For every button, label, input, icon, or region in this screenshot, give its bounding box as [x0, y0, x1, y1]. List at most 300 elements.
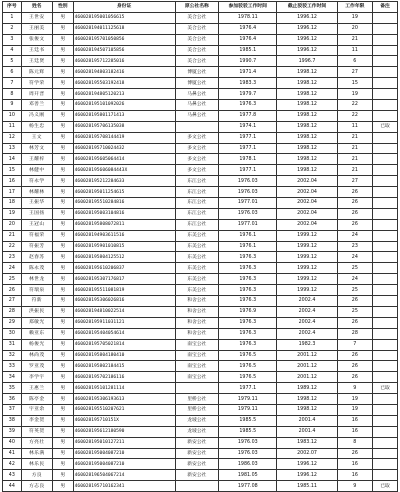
cell-commune: 东美公社: [175, 285, 219, 296]
cell-start-date: 1976.5: [219, 372, 277, 383]
table-row: [3, 219, 398, 230]
cell-start-date: 1976.3: [219, 285, 277, 296]
cell-index: 24: [3, 263, 22, 274]
cell-index: 5: [3, 56, 22, 67]
cell-index: 27: [3, 296, 22, 307]
cell-remarks: [372, 132, 397, 143]
cell-start-date: 1976.3: [219, 252, 277, 263]
cell-name: 符瑞泉: [21, 285, 52, 296]
cell-name: 杨俊光: [21, 339, 52, 350]
cell-remarks: [372, 23, 397, 34]
cell-years: 22: [337, 110, 372, 121]
table-row: [3, 296, 398, 307]
cell-end-date: 1999.12: [277, 274, 337, 285]
cell-end-date: 1998.12: [277, 89, 337, 100]
cell-gender: 男: [52, 34, 73, 45]
cell-start-date: 1985.5: [219, 415, 277, 426]
cell-start-date: 1986.03: [219, 459, 277, 470]
cell-years: 26: [337, 372, 372, 383]
cell-index: 10: [3, 110, 22, 121]
cell-gender: 男: [52, 198, 73, 209]
cell-index: 12: [3, 132, 22, 143]
cell-remarks: [372, 459, 397, 470]
cell-gender: 男: [52, 56, 73, 67]
cell-start-date: 1977.1: [219, 165, 277, 176]
cell-commune: 新安公社: [175, 437, 219, 448]
cell-id-number: 460028195706135038: [73, 121, 175, 132]
table-row: [3, 448, 398, 459]
cell-name: 张俊文: [21, 34, 52, 45]
cell-gender: 男: [52, 274, 73, 285]
cell-start-date: 1977.1: [219, 383, 277, 394]
table-row: [3, 470, 398, 481]
cell-start-date: 1976.3: [219, 100, 277, 111]
cell-years: 16: [337, 459, 372, 470]
cell-name: 陈亭金: [21, 394, 52, 405]
cell-commune: [175, 481, 219, 492]
cell-id-number: 460028195511081819: [73, 285, 175, 296]
cell-gender: 男: [52, 230, 73, 241]
cell-id-number: 460028195804180410: [73, 350, 175, 361]
cell-name: 符学荣: [21, 78, 52, 89]
cell-remarks: [372, 437, 397, 448]
cell-name: 王廷贤: [21, 56, 52, 67]
table-row: [3, 56, 398, 67]
cell-gender: 男: [52, 165, 73, 176]
cell-name: 陈元辉: [21, 67, 52, 78]
cell-end-date: 2002.4: [277, 317, 337, 328]
cell-id-number: 460028194903611516: [73, 230, 175, 241]
cell-start-date: 1979.7: [219, 89, 277, 100]
cell-remarks: [372, 34, 397, 45]
cell-index: 25: [3, 274, 22, 285]
cell-name: 方良: [21, 470, 52, 481]
cell-start-date: 1974.1: [219, 121, 277, 132]
cell-name: 罗亚茂: [21, 361, 52, 372]
cell-commune: 南宝公社: [175, 372, 219, 383]
cell-id-number: 460028195606084443X: [73, 165, 175, 176]
cell-years: 9: [337, 481, 372, 492]
cell-name: 林尚茂: [21, 350, 52, 361]
cell-id-number: 460028195712285016: [73, 56, 175, 67]
cell-commune: 东江公社: [175, 176, 219, 187]
cell-name: 林芳文: [21, 143, 52, 154]
cell-end-date: 2001.4: [277, 426, 337, 437]
cell-start-date: 1976.4: [219, 23, 277, 34]
cell-name: 宇亚余: [21, 404, 52, 415]
table-row: [3, 317, 398, 328]
cell-gender: 男: [52, 187, 73, 198]
cell-end-date: 1985.11: [277, 481, 337, 492]
cell-name: 符永学: [21, 176, 52, 187]
cell-index: 20: [3, 219, 22, 230]
cell-index: 28: [3, 306, 22, 317]
cell-commune: 里桥公社: [175, 404, 219, 415]
cell-remarks: [372, 470, 397, 481]
cell-name: 李学宇: [21, 372, 52, 383]
cell-gender: 男: [52, 361, 73, 372]
table-row: [3, 426, 398, 437]
cell-commune: 东江公社: [175, 208, 219, 219]
cell-gender: 男: [52, 208, 73, 219]
cell-commune: 马鼻公社: [175, 89, 219, 100]
cell-id-number: 460028195011254615: [73, 187, 175, 198]
cell-commune: 东美公社: [175, 241, 219, 252]
cell-years: 21: [337, 165, 372, 176]
cell-remarks: [372, 230, 397, 241]
cell-remarks: [372, 404, 397, 415]
cell-id-number: 460028195306026816: [73, 296, 175, 307]
table-row: [3, 285, 398, 296]
table-row: [3, 263, 398, 274]
cell-gender: 男: [52, 143, 73, 154]
cell-index: 22: [3, 241, 22, 252]
cell-id-number: 460028195808072811: [73, 219, 175, 230]
cell-commune: 和舍公社: [175, 306, 219, 317]
cell-start-date: 1977.01: [219, 219, 277, 230]
cell-remarks: [372, 350, 397, 361]
cell-start-date: 1990.7: [219, 56, 277, 67]
cell-commune: 多文公社: [175, 132, 219, 143]
cell-id-number: 460028195004087210: [73, 459, 175, 470]
cell-index: 2: [3, 23, 22, 34]
cell-gender: 男: [52, 263, 73, 274]
table-row: [3, 67, 398, 78]
cell-gender: 男: [52, 394, 73, 405]
table-row: [3, 12, 398, 23]
table-row: [3, 372, 398, 383]
cell-remarks: [372, 67, 397, 78]
cell-id-number: 460028195605064414: [73, 154, 175, 165]
cell-years: 26: [337, 208, 372, 219]
cell-gender: 男: [52, 12, 73, 23]
cell-index: 14: [3, 154, 22, 165]
cell-remarks: [372, 198, 397, 209]
cell-end-date: 1996.12: [277, 34, 337, 45]
cell-name: 符新: [21, 296, 52, 307]
cell-commune: 新安公社: [175, 459, 219, 470]
cell-years: 26: [337, 187, 372, 198]
cell-remarks: [372, 154, 397, 165]
cell-years: 19: [337, 12, 372, 23]
cell-remarks: [372, 176, 397, 187]
cell-start-date: 1978.11: [219, 12, 277, 23]
cell-remarks: [372, 45, 397, 56]
cell-start-date: 1976.03: [219, 437, 277, 448]
table-row: [3, 230, 398, 241]
cell-index: 26: [3, 285, 22, 296]
cell-index: 18: [3, 198, 22, 209]
cell-years: 6: [337, 56, 372, 67]
cell-end-date: 1998.12: [277, 67, 337, 78]
cell-start-date: 1979.11: [219, 404, 277, 415]
cell-start-date: 1976.5: [219, 350, 277, 361]
cell-index: 7: [3, 78, 22, 89]
table-row: [3, 208, 398, 219]
cell-commune: 和舍公社: [175, 296, 219, 307]
cell-end-date: 1998.12: [277, 78, 337, 89]
cell-gender: 男: [52, 154, 73, 165]
cell-id-number: 460028195710162341: [73, 481, 175, 492]
cell-index: 41: [3, 448, 22, 459]
cell-start-date: 1976.3: [219, 296, 277, 307]
cell-index: 39: [3, 426, 22, 437]
cell-years: 16: [337, 470, 372, 481]
cell-end-date: 1996.12: [277, 23, 337, 34]
cell-id-number: 460028194011125618: [73, 23, 175, 34]
table-row: [3, 481, 398, 492]
table-row: [3, 110, 398, 121]
cell-years: 16: [337, 426, 372, 437]
cell-years: 24: [337, 230, 372, 241]
cell-commune: 博厦公社: [175, 67, 219, 78]
cell-index: 31: [3, 339, 22, 350]
cell-commune: 新安公社: [175, 448, 219, 459]
cell-index: 15: [3, 165, 22, 176]
cell-years: 19: [337, 89, 372, 100]
cell-name: 方亮壮: [21, 437, 52, 448]
cell-index: 1: [3, 12, 22, 23]
cell-commune: 多文公社: [175, 154, 219, 165]
cell-end-date: 2002.04: [277, 187, 337, 198]
cell-years: 24: [337, 252, 372, 263]
cell-end-date: 1996.12: [277, 45, 337, 56]
header-years: 工作年限: [337, 2, 372, 13]
cell-gender: 男: [52, 176, 73, 187]
cell-name: 赖亚东: [21, 328, 52, 339]
cell-end-date: 2002.4: [277, 328, 337, 339]
cell-gender: 男: [52, 448, 73, 459]
cell-gender: 男: [52, 404, 73, 415]
cell-remarks: [372, 372, 397, 383]
cell-commune: 南宝公社: [175, 361, 219, 372]
cell-gender: 男: [52, 350, 73, 361]
cell-end-date: 2002.04: [277, 219, 337, 230]
cell-index: 29: [3, 317, 22, 328]
cell-end-date: 2001.12: [277, 361, 337, 372]
cell-index: 8: [3, 89, 22, 100]
cell-remarks: [372, 110, 397, 121]
cell-commune: 龙坡公社: [175, 426, 219, 437]
cell-end-date: 2002.07: [277, 448, 337, 459]
cell-end-date: 1999.12: [277, 285, 337, 296]
cell-start-date: 1976.03: [219, 176, 277, 187]
cell-start-date: 1977.1: [219, 132, 277, 143]
cell-name: 洪振民: [21, 306, 52, 317]
table-row: [3, 361, 398, 372]
cell-gender: 男: [52, 339, 73, 350]
cell-id-number: 460028195212284633: [73, 176, 175, 187]
cell-gender: 男: [52, 23, 73, 34]
cell-id-number: 460028194507105856: [73, 45, 175, 56]
table-row: [3, 121, 398, 132]
cell-years: 21: [337, 154, 372, 165]
cell-start-date: 1977.08: [219, 481, 277, 492]
cell-commune: 多文公社: [175, 143, 219, 154]
cell-commune: 南宝公社: [175, 339, 219, 350]
cell-id-number: 460028195610206837: [73, 263, 175, 274]
cell-commune: 美合公社: [175, 12, 219, 23]
cell-name: 王廷书: [21, 45, 52, 56]
cell-gender: 男: [52, 45, 73, 56]
cell-name: 林世龙: [21, 274, 52, 285]
cell-gender: 男: [52, 372, 73, 383]
cell-gender: 男: [52, 306, 73, 317]
cell-remarks: [372, 143, 397, 154]
cell-years: 26: [337, 198, 372, 209]
cell-id-number: 460028195911031121: [73, 317, 175, 328]
header-gender: 性别: [52, 2, 73, 13]
cell-start-date: 1971.4: [219, 67, 277, 78]
cell-remarks: [372, 317, 397, 328]
cell-years: 25: [337, 263, 372, 274]
cell-id-number: 460028195710151X: [73, 415, 175, 426]
cell-start-date: 1981.05: [219, 470, 277, 481]
cell-remarks: [372, 187, 397, 198]
cell-commune: 马鼻公社: [175, 110, 219, 121]
cell-start-date: 1978.1: [219, 154, 277, 165]
header-remarks: 备注: [372, 2, 397, 13]
cell-end-date: 1996.12: [277, 459, 337, 470]
cell-years: 21: [337, 132, 372, 143]
table-row: [3, 187, 398, 198]
cell-name: 林乐满: [21, 448, 52, 459]
cell-index: 44: [3, 481, 22, 492]
cell-end-date: 2002.04: [277, 176, 337, 187]
cell-years: 21: [337, 143, 372, 154]
cell-years: 15: [337, 78, 372, 89]
cell-remarks: [372, 56, 397, 67]
cell-gender: 男: [52, 481, 73, 492]
cell-years: 24: [337, 274, 372, 285]
table-row: [3, 306, 398, 317]
cell-years: 27: [337, 176, 372, 187]
cell-index: 43: [3, 470, 22, 481]
cell-start-date: 1977.01: [219, 198, 277, 209]
cell-name: 王文: [21, 132, 52, 143]
cell-years: 21: [337, 34, 372, 45]
cell-id-number: 460028195307176817: [73, 274, 175, 285]
header-start-date: 参加驳驳工作时间: [219, 2, 277, 13]
cell-remarks: [372, 252, 397, 263]
cell-start-date: 1976.3: [219, 339, 277, 350]
header-row: [3, 2, 398, 13]
cell-commune: 东江公社: [175, 219, 219, 230]
cell-id-number: 460028195004087210: [73, 448, 175, 459]
cell-index: 34: [3, 372, 22, 383]
cell-years: 25: [337, 306, 372, 317]
cell-end-date: 1999.12: [277, 263, 337, 274]
cell-remarks: [372, 208, 397, 219]
cell-id-number: 460028195001056615: [73, 12, 175, 23]
cell-id-number: 460028195612180590: [73, 426, 175, 437]
cell-name: 王世安: [21, 12, 52, 23]
cell-id-number: 460028195804125512: [73, 252, 175, 263]
cell-end-date: 1998.12: [277, 110, 337, 121]
cell-end-date: 1998.12: [277, 394, 337, 405]
cell-id-number: 460028195701050856: [73, 34, 175, 45]
cell-end-date: 2002.4: [277, 296, 337, 307]
cell-remarks: [372, 274, 397, 285]
cell-commune: 多文公社: [175, 165, 219, 176]
cell-gender: 男: [52, 219, 73, 230]
cell-remarks: [372, 263, 397, 274]
table-row: [3, 339, 398, 350]
cell-commune: 和舍公社: [175, 317, 219, 328]
cell-commune: 里桥公社: [175, 394, 219, 405]
cell-end-date: 2002.4: [277, 306, 337, 317]
cell-gender: 男: [52, 415, 73, 426]
cell-end-date: 1998.12: [277, 404, 337, 415]
cell-years: 25: [337, 285, 372, 296]
cell-start-date: 1983.3: [219, 78, 277, 89]
cell-index: 38: [3, 415, 22, 426]
cell-remarks: [372, 285, 397, 296]
cell-index: 33: [3, 361, 22, 372]
cell-years: 8: [337, 437, 372, 448]
cell-gender: 男: [52, 132, 73, 143]
cell-start-date: 1977.1: [219, 143, 277, 154]
cell-remarks: [372, 306, 397, 317]
cell-remarks: [372, 296, 397, 307]
cell-years: 26: [337, 296, 372, 307]
cell-remarks: [372, 89, 397, 100]
cell-gender: 男: [52, 437, 73, 448]
cell-index: 23: [3, 252, 22, 263]
table-row: [3, 328, 398, 339]
cell-id-number: 460028195510284816: [73, 198, 175, 209]
cell-name: 符英贺: [21, 426, 52, 437]
cell-name: 符福荣: [21, 230, 52, 241]
cell-end-date: 1999.12: [277, 241, 337, 252]
cell-end-date: 2002.04: [277, 208, 337, 219]
cell-id-number: 460028195801171413: [73, 110, 175, 121]
cell-end-date: 1996.12: [277, 470, 337, 481]
cell-start-date: 1976.03: [219, 187, 277, 198]
cell-remarks: [372, 394, 397, 405]
table-row: [3, 198, 398, 209]
cell-id-number: 460028196504067214: [73, 470, 175, 481]
cell-start-date: 1976.1: [219, 230, 277, 241]
cell-gender: 男: [52, 296, 73, 307]
table-row: [3, 241, 398, 252]
cell-id-number: 460028195010127211: [73, 437, 175, 448]
cell-years: 20: [337, 23, 372, 34]
cell-remarks: [372, 78, 397, 89]
cell-end-date: 1998.12: [277, 100, 337, 111]
cell-commune: 东江公社: [175, 187, 219, 198]
cell-end-date: 2001.12: [277, 372, 337, 383]
cell-end-date: 1998.12: [277, 121, 337, 132]
cell-index: 4: [3, 45, 22, 56]
table-row: [3, 154, 398, 165]
cell-index: 35: [3, 383, 22, 394]
table-row: [3, 165, 398, 176]
cell-remarks: [372, 241, 397, 252]
cell-years: 16: [337, 415, 372, 426]
cell-end-date: 2001.12: [277, 350, 337, 361]
cell-name: 周开晋: [21, 89, 52, 100]
table-row: [3, 143, 398, 154]
cell-remarks: [372, 100, 397, 111]
header-end-date: 截止驳驳工作时间: [277, 2, 337, 13]
cell-index: 40: [3, 437, 22, 448]
cell-index: 13: [3, 143, 22, 154]
table-row: [3, 415, 398, 426]
cell-remarks: [372, 361, 397, 372]
cell-years: 11: [337, 121, 372, 132]
cell-remarks: [372, 219, 397, 230]
